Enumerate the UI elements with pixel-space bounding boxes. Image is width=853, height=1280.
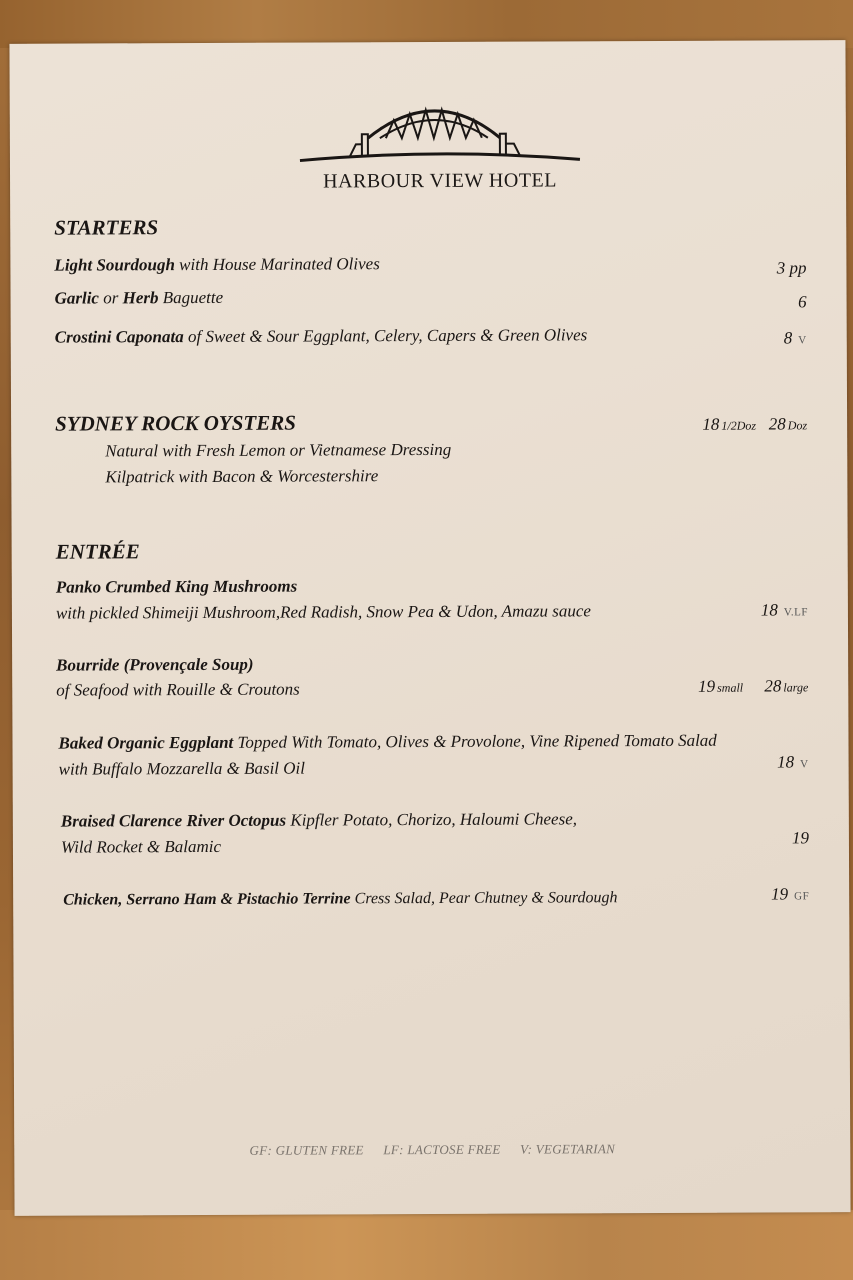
entree-heading: ENTRÉE [55, 539, 140, 564]
item-name: Garlic [54, 288, 99, 308]
entree-item [61, 809, 577, 831]
menu-sheet [9, 40, 850, 1216]
starter-item [54, 254, 379, 275]
starters-heading: STARTERS [54, 215, 159, 240]
item-description: Wild Rocket & Balamic [60, 836, 222, 857]
item-name: Crostini Caponata [54, 327, 184, 347]
item-description: of Seafood with Rouille & Croutons [56, 679, 300, 700]
item-description: Baguette [158, 287, 224, 308]
hotel-name: HARBOUR VIEW HOTEL [323, 169, 558, 193]
item-name: Bourride (Provençale Soup) [56, 654, 254, 675]
item-price: 6 [798, 292, 807, 312]
oyster-prices: 18 1/2Doz 28 Doz [702, 414, 808, 434]
legend-vegetarian: V: VEGETARIAN [520, 1141, 616, 1157]
diet-legend [14, 1140, 850, 1160]
item-price: 19 GF [771, 884, 810, 904]
diet-tag: V [798, 334, 807, 347]
item-name: Chicken, Serrano Ham & Pistachio Terrine [63, 890, 351, 909]
item-description: with Buffalo Mozzarella & Basil Oil [58, 758, 306, 779]
oysters-heading: SYDNEY ROCK OYSTERS [55, 410, 296, 436]
item-price: 19 [791, 828, 809, 848]
oyster-option: Natural with Fresh Lemon or Vietnamese Dressing [105, 439, 452, 461]
starter-item: Garlic or Herb Baguette [54, 287, 224, 308]
entree-item [63, 889, 617, 909]
legend-gluten-free: GF: GLUTEN FREE [249, 1142, 364, 1158]
soup-prices: 19 small 28 large [698, 676, 809, 696]
item-description: with House Marinated Olives [174, 254, 380, 275]
item-description: of Sweet & Sour Eggplant, Celery, Capers & Green Olives [183, 325, 588, 347]
item-description: Cress Salad, Pear Chutney & Sourdough [350, 889, 618, 908]
hotel-logo [290, 93, 590, 194]
item-price: 3 pp [776, 258, 807, 278]
entree-item [56, 577, 297, 598]
item-name: Baked Organic Eggplant [58, 732, 234, 753]
diet-tag: V.LF [783, 606, 808, 619]
diet-tag: V [800, 758, 809, 771]
item-description: with pickled Shimeiji Mushroom,Red Radish, Snow Pea & Udon, Amazu sauce [55, 601, 591, 623]
entree-item [56, 655, 253, 676]
starter-item [55, 325, 588, 347]
harbour-bridge-icon [290, 93, 590, 170]
diet-tag: GF [794, 890, 810, 903]
item-price: 18 V [777, 752, 809, 772]
legend-lactose-free: LF: LACTOSE FREE [383, 1141, 501, 1158]
item-name: Light Sourdough [54, 255, 175, 275]
item-price: 8 V [783, 328, 807, 348]
item-description: Topped With Tomato, Olives & Provolone, Vine Ripened Tomato Salad [233, 730, 717, 752]
item-name: Braised Clarence River Octopus [60, 810, 287, 831]
entree-item [58, 731, 716, 754]
oyster-option: Kilpatrick with Bacon & Worcestershire [105, 466, 379, 487]
item-name: Panko Crumbed King Mushrooms [55, 576, 298, 597]
item-description: Kipfler Potato, Chorizo, Haloumi Cheese, [286, 809, 578, 830]
item-price: 18 V.LF [760, 600, 808, 620]
